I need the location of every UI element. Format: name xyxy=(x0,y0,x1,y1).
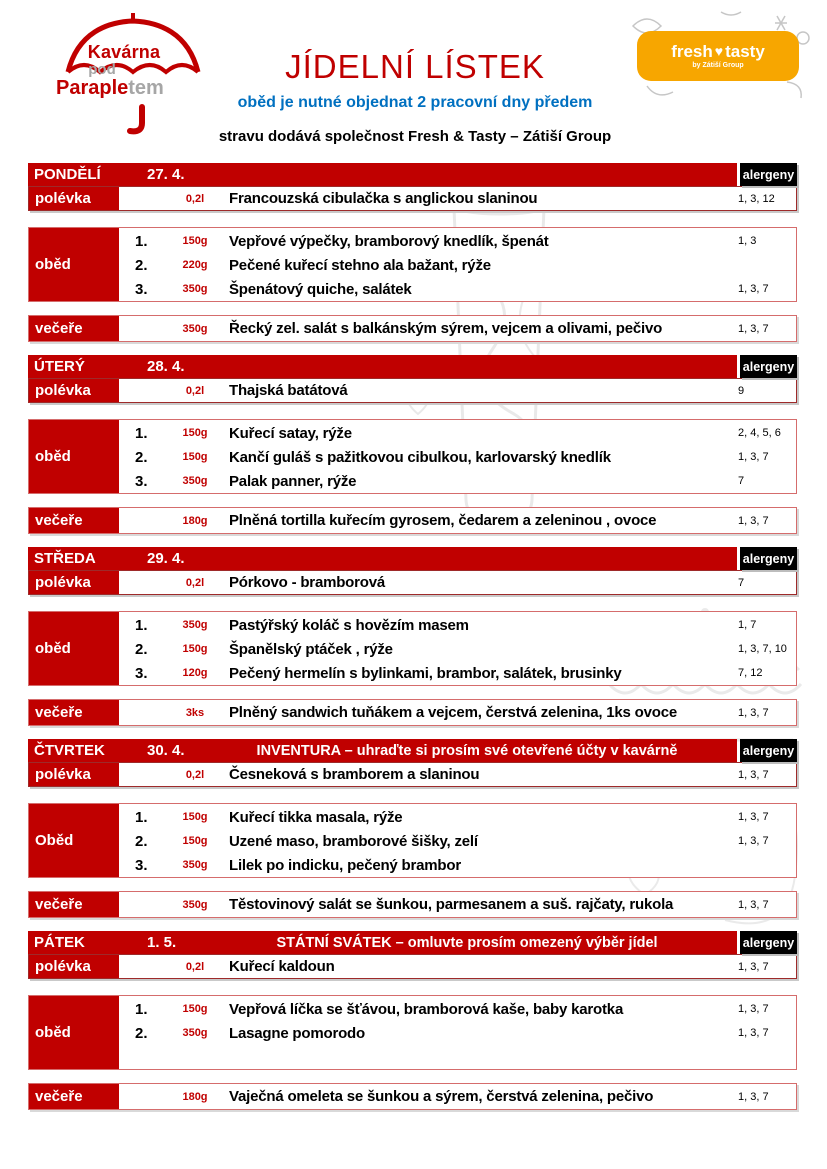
day-header-row xyxy=(28,163,797,186)
day-section xyxy=(28,163,797,342)
portion-size: 150g xyxy=(182,1003,208,1015)
day-header-bar xyxy=(28,739,737,762)
lunch-label: oběd xyxy=(29,420,121,493)
portion-size: 150g xyxy=(182,811,208,823)
allergen-values: 1, 3, 7 xyxy=(738,514,769,527)
portion-size: 350g xyxy=(182,283,208,295)
allergen-values: 7 xyxy=(738,475,745,487)
day-section xyxy=(28,355,797,534)
day-note: STÁTNÍ SVÁTEK – omluvte prosím omezený výběr jídel xyxy=(276,934,658,951)
allergen-values: 7 xyxy=(738,576,745,589)
lunch-block xyxy=(28,227,797,302)
lunch-items xyxy=(121,420,796,493)
portion-size: 120g xyxy=(182,667,208,679)
day-name: ČTVRTEK xyxy=(34,742,105,759)
portion-size: 150g xyxy=(182,427,208,439)
day-header-row xyxy=(28,355,797,378)
dinner-label: večeře xyxy=(29,508,121,533)
item-number: 1. xyxy=(135,1000,148,1018)
item-number: 3. xyxy=(135,856,148,874)
day-date: 29. 4. xyxy=(147,550,185,567)
portion-size: 350g xyxy=(182,475,208,487)
badge-byline: by Zátiší Group xyxy=(692,62,744,69)
portion-size: 150g xyxy=(182,451,208,463)
lunch-item-row xyxy=(121,445,796,469)
dinner-label: večeře xyxy=(29,1084,121,1109)
allergen-values: 1, 3, 7 xyxy=(738,451,769,463)
dinner-row xyxy=(28,315,797,342)
lunch-items xyxy=(121,996,796,1069)
dinner-label: večeře xyxy=(29,700,121,725)
portion-size: 350g xyxy=(182,859,208,871)
dish-name: Pečené kuřecí stehno ala bažant, rýže xyxy=(229,256,491,274)
portion-size: 0,2l xyxy=(185,384,205,397)
lunch-block xyxy=(28,995,797,1070)
allergens-header: alergeny xyxy=(740,739,797,762)
soup-label: polévka xyxy=(29,187,121,210)
dish-name: Řecký zel. salát s balkánským sýrem, vejcem a olivami, pečivo xyxy=(229,320,663,337)
day-header-row xyxy=(28,547,797,570)
portion-size: 150g xyxy=(182,235,208,247)
lunch-item-row xyxy=(121,853,796,877)
lunch-item-row xyxy=(121,661,796,685)
item-number: 1. xyxy=(135,424,148,442)
lunch-label: Oběd xyxy=(29,804,121,877)
logo-word-kavarna: Kavárna xyxy=(87,42,161,62)
portion-size: 0,2l xyxy=(185,576,205,589)
soup-label: polévka xyxy=(29,379,121,402)
portion-size: 180g xyxy=(182,514,208,527)
lunch-item-row xyxy=(121,229,796,253)
item-number: 3. xyxy=(135,664,148,682)
soup-label: polévka xyxy=(29,955,121,978)
day-date: 28. 4. xyxy=(147,358,185,375)
dish-name: Francouzská cibulačka s anglickou slaninou xyxy=(229,190,538,207)
dish-name: Kuřecí tikka masala, rýže xyxy=(229,808,403,826)
dish-name: Kuřecí kaldoun xyxy=(229,958,335,975)
cafe-logo xyxy=(56,10,211,138)
supplier-line: stravu dodává společnost Fresh & Tasty – Zátiší Group xyxy=(218,127,612,145)
dinner-label: večeře xyxy=(29,316,121,341)
portion-size: 150g xyxy=(182,643,208,655)
allergen-values: 1, 3, 7 xyxy=(738,1027,769,1039)
portion-size: 0,2l xyxy=(185,768,205,781)
dish-name: Špenátový quiche, salátek xyxy=(229,280,412,298)
heart-icon: ♥ xyxy=(714,42,724,59)
dish-name: Pórkovo - bramborová xyxy=(229,574,386,591)
page-title: JÍDELNÍ LÍSTEK xyxy=(285,48,545,85)
allergens-header: alergeny xyxy=(740,931,797,954)
lunch-items xyxy=(121,228,796,301)
lunch-block xyxy=(28,611,797,686)
lunch-item-row xyxy=(121,253,796,277)
item-number: 2. xyxy=(135,832,148,850)
item-number: 1. xyxy=(135,808,148,826)
soup-cells xyxy=(121,379,796,402)
soup-row xyxy=(28,954,797,979)
allergen-values: 1, 3, 7 xyxy=(738,1090,769,1103)
lunch-item-row xyxy=(121,829,796,853)
dish-name: Kančí guláš s pažitkovou cibulkou, karlovarský knedlík xyxy=(229,448,611,466)
item-number: 1. xyxy=(135,616,148,634)
allergen-values: 1, 3, 7 xyxy=(738,898,769,911)
item-number: 1. xyxy=(135,232,148,250)
allergen-values: 2, 4, 5, 6 xyxy=(738,427,781,439)
dish-name: Česneková s bramborem a slaninou xyxy=(229,766,480,783)
day-name: PONDĚLÍ xyxy=(34,166,101,183)
menu-table xyxy=(28,163,797,1123)
day-name: STŘEDA xyxy=(34,550,96,567)
day-header-row xyxy=(28,931,797,954)
allergen-values: 1, 3, 7 xyxy=(738,706,769,719)
portion-size: 0,2l xyxy=(185,960,205,973)
portion-size: 3ks xyxy=(185,706,205,719)
dish-name: Lilek po indicku, pečený brambor xyxy=(229,856,461,874)
fresh-tasty-plate xyxy=(637,31,799,81)
soup-row xyxy=(28,378,797,403)
dinner-cells xyxy=(121,892,796,917)
soup-row xyxy=(28,762,797,787)
item-number: 2. xyxy=(135,256,148,274)
dish-name: Vaječná omeleta se šunkou a sýrem, čerstvá zelenina, pečivo xyxy=(229,1088,654,1105)
dinner-row xyxy=(28,507,797,534)
allergen-values: 1, 3, 7 xyxy=(738,1003,769,1015)
lunch-item-row xyxy=(121,637,796,661)
fresh-tasty-wordmark: fresh ♥ tasty xyxy=(671,42,765,61)
day-header-bar xyxy=(28,547,737,570)
logo-word-parapletem: Parapletem xyxy=(56,77,164,99)
logo-word-pod: pod xyxy=(88,61,116,78)
order-notice: oběd je nutné objednat 2 pracovní dny předem xyxy=(237,93,593,111)
portion-size: 180g xyxy=(182,1090,208,1103)
dinner-cells xyxy=(121,316,796,341)
dinner-cells xyxy=(121,1084,796,1109)
day-header-bar xyxy=(28,163,737,186)
allergen-values: 1, 3, 7 xyxy=(738,283,769,295)
allergen-values: 1, 3 xyxy=(738,235,757,247)
portion-size: 220g xyxy=(182,259,208,271)
allergen-values: 1, 3, 7 xyxy=(738,960,769,973)
lunch-label: oběd xyxy=(29,612,121,685)
soup-cells xyxy=(121,187,796,210)
dish-name: Vepřová líčka se šťávou, bramborová kaše, baby karotka xyxy=(229,1000,624,1018)
dish-name: Pastýřský koláč s hovězím masem xyxy=(229,616,469,634)
allergen-values: 1, 3, 7 xyxy=(738,835,769,847)
allergens-header: alergeny xyxy=(740,355,797,378)
item-number: 2. xyxy=(135,448,148,466)
allergen-values: 1, 3, 7 xyxy=(738,322,769,335)
item-number: 2. xyxy=(135,1024,148,1042)
day-header-bar xyxy=(28,931,737,954)
lunch-item-row xyxy=(121,277,796,301)
allergen-values: 9 xyxy=(738,384,745,397)
soup-row xyxy=(28,570,797,595)
dish-name: Těstovinový salát se šunkou, parmesanem a suš. rajčaty, rukola xyxy=(229,896,674,913)
dish-name: Thajská batátová xyxy=(229,382,348,399)
day-header-bar xyxy=(28,355,737,378)
soup-cells xyxy=(121,571,796,594)
portion-size: 0,2l xyxy=(185,192,205,205)
dish-name: Pečený hermelín s bylinkami, brambor, salátek, brusinky xyxy=(229,664,622,682)
lunch-label: oběd xyxy=(29,996,121,1069)
allergen-values: 1, 3, 7 xyxy=(738,768,769,781)
dinner-label: večeře xyxy=(29,892,121,917)
item-number: 3. xyxy=(135,280,148,298)
dish-name: Vepřové výpečky, bramborový knedlík, špenát xyxy=(229,232,549,250)
soup-cells xyxy=(121,763,796,786)
soup-row xyxy=(28,186,797,211)
lunch-label: oběd xyxy=(29,228,121,301)
dish-name: Plněná tortilla kuřecím gyrosem, čedarem a zeleninou , ovoce xyxy=(229,512,657,529)
soup-label: polévka xyxy=(29,571,121,594)
day-date: 27. 4. xyxy=(147,166,185,183)
dinner-row xyxy=(28,1083,797,1110)
allergens-header: alergeny xyxy=(740,163,797,186)
item-number: 3. xyxy=(135,472,148,490)
dinner-row xyxy=(28,699,797,726)
dish-name: Kuřecí satay, rýže xyxy=(229,424,352,442)
day-header-row xyxy=(28,739,797,762)
dish-name: Španělský ptáček , rýže xyxy=(229,640,393,658)
lunch-block xyxy=(28,803,797,878)
day-note: INVENTURA – uhraďte si prosím své otevřené účty v kavárně xyxy=(256,742,678,759)
lunch-block xyxy=(28,419,797,494)
day-date: 1. 5. xyxy=(147,934,177,951)
dish-name: Lasagne pomorodo xyxy=(229,1024,365,1042)
dinner-cells xyxy=(121,700,796,725)
allergens-header: alergeny xyxy=(740,547,797,570)
lunch-item-row xyxy=(121,805,796,829)
day-section xyxy=(28,547,797,726)
day-name: ÚTERÝ xyxy=(34,358,85,375)
lunch-item-row xyxy=(121,613,796,637)
day-section xyxy=(28,739,797,918)
portion-size: 350g xyxy=(182,1027,208,1039)
dish-name: Plněný sandwich tuňákem a vejcem, čerstvá zelenina, 1ks ovoce xyxy=(229,704,678,721)
fresh-tasty-badge xyxy=(627,8,811,102)
day-section xyxy=(28,931,797,1110)
portion-size: 350g xyxy=(182,898,208,911)
lunch-items xyxy=(121,612,796,685)
dinner-row xyxy=(28,891,797,918)
dish-name: Palak panner, rýže xyxy=(229,472,357,490)
allergen-values: 1, 3, 12 xyxy=(738,192,775,205)
day-name: PÁTEK xyxy=(34,934,85,951)
lunch-item-row xyxy=(121,997,796,1021)
allergen-values: 1, 7 xyxy=(738,619,757,631)
lunch-item-row xyxy=(121,1021,796,1045)
portion-size: 350g xyxy=(182,619,208,631)
allergen-values: 1, 3, 7 xyxy=(738,811,769,823)
soup-label: polévka xyxy=(29,763,121,786)
portion-size: 150g xyxy=(182,835,208,847)
allergen-values: 1, 3, 7, 10 xyxy=(738,643,787,655)
allergen-values: 7, 12 xyxy=(738,667,763,679)
portion-size: 350g xyxy=(182,322,208,335)
dinner-cells xyxy=(121,508,796,533)
lunch-item-row xyxy=(121,469,796,493)
item-number: 2. xyxy=(135,640,148,658)
lunch-item-row xyxy=(121,421,796,445)
dish-name: Uzené maso, bramborové šišky, zelí xyxy=(229,832,478,850)
soup-cells xyxy=(121,955,796,978)
day-date: 30. 4. xyxy=(147,742,185,759)
lunch-items xyxy=(121,804,796,877)
